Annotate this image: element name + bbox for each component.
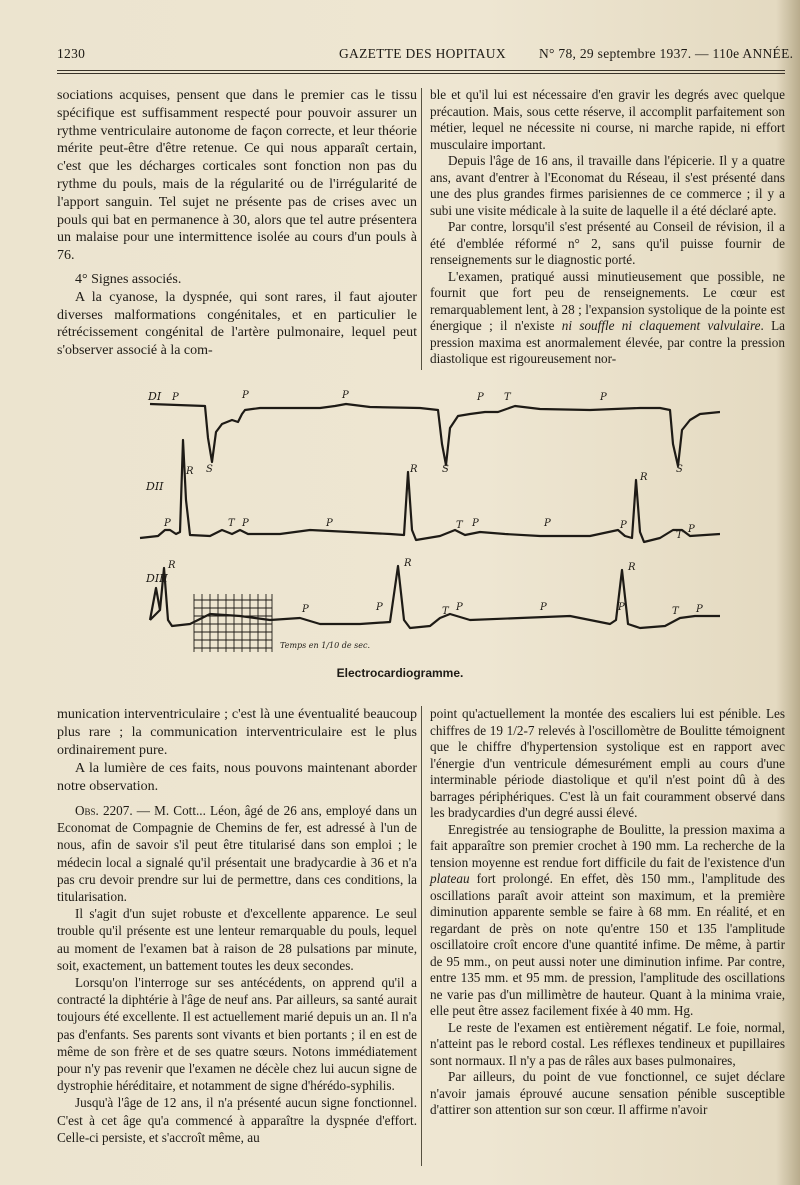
bottom-left-column — [57, 706, 417, 1146]
ecg-p-label: P — [242, 518, 249, 529]
ecg-r-label: R — [410, 464, 418, 475]
top-left-column — [57, 87, 417, 360]
time-scale-label: Temps en 1/10 de sec. — [280, 641, 371, 650]
text-run: . La pression maxima est anormalement élevée, par contre la pression diastolique est rigoureusement nor- — [430, 318, 785, 366]
page-header — [57, 46, 794, 64]
ecg-r-label: R — [168, 560, 176, 571]
ecg-r-label: R — [404, 558, 412, 569]
ecg-trace-lead-2 — [140, 440, 720, 542]
header-rule — [57, 70, 785, 71]
text-run: fort prolongé. En effet, dès 150 mm., l'amplitude des oscillations paraît avoir atteint son maximum, et la première diminution apparente semble se faire à 68 mm. En réalité, et en regardant de près on note qu'entre 150 et 135 l'amplitude oscillatoire croît encore d'une quantité infime. De même, à partir de 95 mm., on peut aussi noter une diminution infime. Par contre, entre 135 mm. et 95 mm. de pression, l'amplitude des oscillations ne varie pas d'un millimètre de hauteur. Quant à la minima vraie, elle peut être assez facilement fixée à 40 mm. Hg. — [430, 871, 785, 1018]
ecg-s-label: S — [442, 464, 449, 475]
ecg-trace-lead-3 — [150, 566, 720, 628]
text-run: Enregistrée au tensiographe de Boulitte, la pression maxima a fait apparaître son premier crochet à 190 mm. La recherche de la tension moyenne est rendue fort difficile du fait de l'existence d'un — [430, 821, 785, 870]
paragraph: A la lumière de ces faits, nous pouvons maintenant aborder notre observation. — [57, 761, 417, 794]
ecg-p-label: P — [376, 602, 383, 613]
ecg-drawing — [120, 380, 720, 660]
ecg-p-label: P — [164, 518, 171, 529]
paragraph: Le reste de l'examen est entièrement négatif. Le foie, normal, n'atteint pas le rebord costal. Les réflexes tendineux et pupillaires sont normaux. Il n'y a pas de râles aux bases pulmonaires, — [430, 1019, 785, 1068]
paragraph: Par ailleurs, du point de vue fonctionnel, ce sujet déclare n'avoir jamais éprouvé aucune sensation pénible susceptible d'attirer son attention sur son cœur. Il affirme n'avoir — [430, 1069, 785, 1117]
paragraph: point qu'actuellement la montée des escaliers lui est pénible. Les chiffres de 19 1/2-7 relevés à l'oscillomètre de Boulitte témoignent que le chiffre d'hypertension systolique est en rapport avec l'énergie d'un ventricule démesurément empli au cours d'une interminable période diastolique et qu'il n'est point dû à des barrages périphériques. C'est là un fait couramment observé dans les bradycardies d'un degré aussi élevé. — [430, 706, 785, 820]
lead-1-label: DI — [148, 390, 162, 403]
ecg-trace-lead-1 — [150, 404, 720, 466]
paragraph: Depuis l'âge de 16 ans, il travaille dans l'épicerie. Il y a quatre ans, avant d'entrer à l'Economat du Réseau, il s'est présenté dans une des plus grandes firmes parisiennes de ce commerce ; il y a subi une visite médicale à la suite de laquelle il a été déclaré apte. — [430, 153, 785, 218]
paragraph: Il s'agit d'un sujet robuste et d'excellente apparence. Le seul trouble qu'il présente est une lenteur remarquable du pouls, lequel au moment de l'examen bat à raison de 28 pulsations par minute, soit, exactement, un battement toutes les deux secondes. — [57, 906, 417, 973]
paragraph: Lorsqu'on l'interroge sur ses antécédents, on apprend qu'il a contracté la diphtérie à l'âge de neuf ans. Par ailleurs, sa santé aurait toujours été excellente. Il est actuellement marié depuis un an. Il n'a pas d'enfants. Ses parents sont vivants et bien portants ; il en est de même de son frère et de ses quatre sœurs. Notons immédiatement pour n'y pas revenir que l'examen ne décèle chez lui aucun signe de dystrophie héréditaire, et notamment de signe d'hérédo-syphilis. — [57, 975, 417, 1094]
ecg-p-label: P — [472, 518, 479, 529]
paragraph — [430, 822, 785, 1020]
bottom-right-column — [430, 706, 785, 1119]
time-grid — [194, 594, 272, 652]
ecg-r-label: R — [640, 472, 648, 483]
column-divider-bottom — [421, 706, 422, 1166]
ecg-t-label: T — [442, 606, 449, 617]
ecg-p-label: P — [600, 392, 607, 403]
emphasis: ni souffle ni claquement valvulaire — [561, 318, 761, 333]
ecg-p-label: P — [620, 520, 627, 531]
ecg-p-label: P — [688, 524, 695, 535]
ecg-t-label: T — [676, 530, 683, 541]
paragraph — [430, 269, 785, 368]
observation-label: Obs. 2207. — [75, 803, 133, 818]
paragraph: Jusqu'à l'âge de 12 ans, il n'a présenté aucun signe fonctionnel. C'est à cet âge qu'a commencé à apparaître la dyspnée d'effort. Celle-ci persiste, et s'accroît même, au — [57, 1095, 417, 1145]
section-heading: 4° Signes associés. — [75, 271, 182, 287]
ecg-p-label: P — [544, 518, 551, 529]
page-number: 1230 — [57, 46, 86, 61]
ecg-p-label: P — [242, 390, 249, 401]
header-rule-double — [57, 73, 785, 74]
paragraph: Par contre, lorsqu'il s'est présenté au Conseil de révision, il a été d'emblée réformé n° 2, sans qu'il puisse fournir de renseignements sur le diagnostic porté. — [430, 219, 785, 267]
emphasis: plateau — [430, 871, 470, 886]
top-right-column — [430, 87, 785, 368]
column-divider-top — [421, 88, 422, 370]
ecg-p-label: P — [456, 602, 463, 613]
issue-info: N° 78, 29 septembre 1937. — 110e ANNÉE. — [539, 46, 794, 61]
ecg-t-label: T — [672, 606, 679, 617]
ecg-p-label: P — [540, 602, 547, 613]
ecg-t-label: T — [228, 518, 235, 529]
paragraph: sociations acquises, pensent que dans le premier cas le tissu spécifique est suffisamment respecté pour pouvoir assurer un rythme ventriculaire autonome de façon correcte, et leur théorie mérite peut-être d'être retenue. Ce qui nous apparaît certain, c'est que les décharges corticales sont fonction non pas du rythme du pouls, mais de la régularité ou de l'irrégularité de l'apport sanguin. Tel sujet ne présente pas de crises avec un pouls qui bat en permanence à 30, alors que tel autre présentera un malaise pour une intermittence isolée au cours d'un pouls à 76. — [57, 88, 417, 264]
lead-3-label: DIII — [146, 572, 168, 585]
ecg-p-label: P — [302, 604, 309, 615]
ecg-p-label: P — [618, 602, 625, 613]
journal-title: GAZETTE DES HOPITAUX — [339, 46, 506, 61]
text-run: — M. Cott... Léon, âgé de 26 ans, employé dans un Economat de Compagnie de Chemins de fer, est adressé à l'un de nous, afin de savoir s'il peut être titularisé dans son emploi ; le médecin local a signalé qu'il présentait une bradycardie à 36 et n'a pas cru devoir prendre sur lui de permettre, dans ces conditions, la titularisation. — [57, 803, 417, 905]
ecg-p-label: P — [477, 392, 484, 403]
ecg-s-label: S — [206, 464, 213, 475]
paragraph — [57, 802, 417, 905]
electrocardiogram-figure — [120, 380, 720, 660]
ecg-r-label: R — [186, 466, 194, 477]
figure-caption: Electrocardiogramme. — [336, 666, 464, 680]
paragraph: A la cyanose, la dyspnée, qui sont rares, il faut ajouter diverses malformations congénitales, et en particulier le rétrécissement congénital de l'artère pulmonaire, lequel peut s'observer associé à la com- — [57, 289, 417, 359]
text-run: L'examen, pratiqué aussi minutieusement que possible, ne fournit que fort peu de renseignements. Le cœur est remarquablement lent, à 28 ; l'expansion systolique de la pointe est énergique ; il n'existe — [430, 268, 785, 333]
paragraph: ble et qu'il lui est nécessaire d'en gravir les degrés avec quelque précaution. Mais, sous cette réserve, il accomplit parfaitement son métier, lequel ne nécessite ni course, ni marche rapide, ni effort musculaire important. — [430, 87, 785, 152]
ecg-p-label: P — [326, 518, 333, 529]
ecg-p-label: P — [696, 604, 703, 615]
ecg-s-label: S — [676, 464, 683, 475]
ecg-p-label: P — [172, 392, 179, 403]
ecg-t-label: T — [456, 520, 463, 531]
lead-2-label: DII — [146, 480, 164, 493]
paragraph: munication interventriculaire ; c'est là une éventualité beaucoup plus rare ; la communication interventriculaire est le plus ordinairement pure. — [57, 707, 417, 758]
ecg-p-label: P — [342, 390, 349, 401]
ecg-r-label: R — [628, 562, 636, 573]
ecg-t-label: T — [504, 392, 511, 403]
